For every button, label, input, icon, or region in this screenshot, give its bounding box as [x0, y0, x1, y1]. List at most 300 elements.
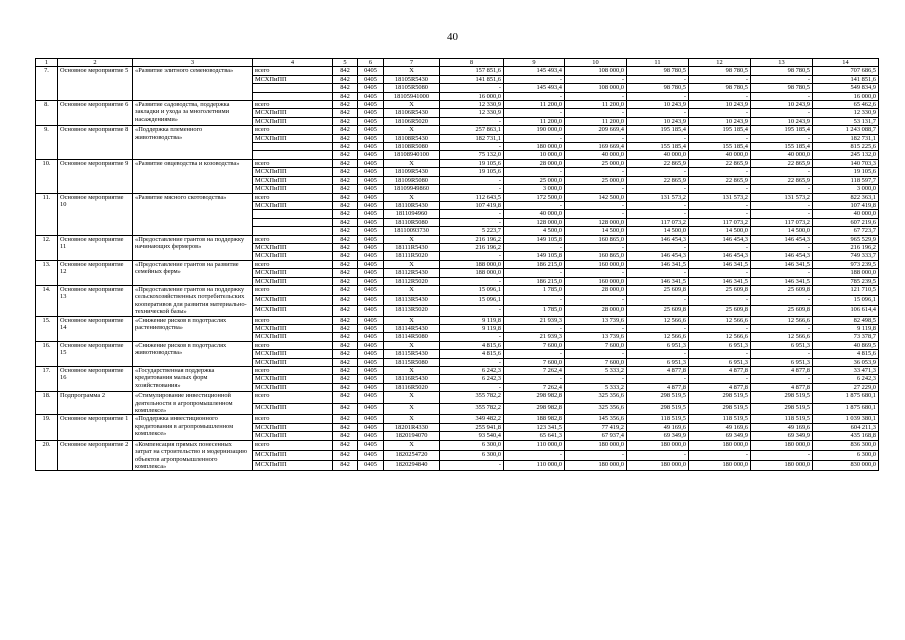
value-cell: 749 333,7 — [813, 252, 879, 260]
value-cell: 40 000,0 — [813, 210, 879, 218]
executor-cell: всего — [253, 260, 333, 268]
value-cell: 19 105,6 — [813, 168, 879, 176]
value-cell: 298 519,5 — [751, 392, 813, 404]
value-cell: - — [440, 218, 504, 226]
value-cell: 18116R5430 — [384, 375, 440, 383]
value-cell: 15 096,1 — [813, 296, 879, 306]
value-cell: 10 243,9 — [627, 117, 689, 125]
executor-cell: МСХПиПП — [253, 325, 333, 333]
value-cell: 842 — [333, 92, 358, 100]
value-cell: 7 600,0 — [504, 341, 565, 349]
value-cell: 842 — [333, 143, 358, 151]
value-cell: 18113R5020 — [384, 306, 440, 316]
executor-cell: МСХПиПП — [253, 450, 333, 460]
value-cell: 18106R5020 — [384, 117, 440, 125]
value-cell: 842 — [333, 296, 358, 306]
value-cell: 110 000,0 — [504, 461, 565, 471]
value-cell: 10 243,9 — [751, 117, 813, 125]
value-cell: 18109949860 — [384, 185, 440, 193]
value-cell: 0405 — [358, 440, 384, 450]
value-cell: - — [689, 109, 751, 117]
value-cell: - — [565, 92, 627, 100]
value-cell: - — [689, 75, 751, 83]
table-row — [36, 392, 879, 404]
row-number: 7. — [36, 67, 58, 101]
value-cell: 65 462,6 — [813, 101, 879, 109]
value-cell: 6 951,3 — [627, 358, 689, 366]
value-cell: - — [504, 75, 565, 83]
executor-cell: всего — [253, 126, 333, 134]
value-cell: - — [627, 92, 689, 100]
value-cell: - — [565, 210, 627, 218]
value-cell: 842 — [333, 126, 358, 134]
value-cell: 14 500,0 — [689, 227, 751, 235]
value-cell: 842 — [333, 440, 358, 450]
value-cell: 0405 — [358, 168, 384, 176]
value-cell: - — [565, 185, 627, 193]
value-cell: 155 185,4 — [751, 143, 813, 151]
value-cell: 146 454,3 — [751, 235, 813, 243]
value-cell: 842 — [333, 358, 358, 366]
value-cell: 7 600,0 — [504, 358, 565, 366]
value-cell: - — [565, 375, 627, 383]
value-cell: 28 000,0 — [565, 285, 627, 295]
value-cell: - — [565, 134, 627, 142]
value-cell: 0405 — [358, 235, 384, 243]
value-cell: 13 739,6 — [565, 333, 627, 341]
value-cell: - — [440, 176, 504, 184]
value-cell: 0405 — [358, 201, 384, 209]
executor-cell — [253, 143, 333, 151]
value-cell: - — [504, 325, 565, 333]
value-cell: - — [440, 358, 504, 366]
value-cell: 1820194070 — [384, 432, 440, 440]
value-cell: 160 865,0 — [565, 252, 627, 260]
value-cell: - — [504, 450, 565, 460]
value-cell: 19 105,6 — [440, 168, 504, 176]
value-cell: 0405 — [358, 403, 384, 415]
value-cell: 22 865,9 — [751, 159, 813, 167]
value-cell: - — [689, 450, 751, 460]
value-cell: 11 200,0 — [504, 101, 565, 109]
value-cell: 73 378,7 — [813, 333, 879, 341]
measure-type: Основное мероприятие 9 — [58, 159, 133, 193]
value-cell: 0405 — [358, 67, 384, 75]
executor-cell: всего — [253, 193, 333, 201]
value-cell: 707 686,5 — [813, 67, 879, 75]
header-row — [36, 59, 879, 67]
value-cell: 1820294840 — [384, 461, 440, 471]
measure-name: «Поддержка инвестиционного кредитования в агропромышленном комплексе» — [133, 415, 253, 440]
value-cell: 7 262,4 — [504, 383, 565, 391]
value-cell: 93 540,4 — [440, 432, 504, 440]
value-cell: 257 863,1 — [440, 126, 504, 134]
value-cell: 128 000,0 — [504, 218, 565, 226]
value-cell: X — [384, 159, 440, 167]
value-cell: - — [504, 168, 565, 176]
value-cell: 10 243,9 — [689, 101, 751, 109]
value-cell: 842 — [333, 176, 358, 184]
value-cell: 98 780,5 — [689, 67, 751, 75]
value-cell: 110 000,0 — [504, 440, 565, 450]
value-cell: 18115R5080 — [384, 358, 440, 366]
value-cell: 18109R5080 — [384, 176, 440, 184]
value-cell: - — [504, 134, 565, 142]
value-cell: 4 877,8 — [627, 383, 689, 391]
value-cell: 842 — [333, 341, 358, 349]
value-cell: 36 053,9 — [813, 358, 879, 366]
value-cell: 182 731,1 — [440, 134, 504, 142]
program-funding-table — [35, 58, 879, 471]
value-cell: 12 330,9 — [440, 101, 504, 109]
value-cell: - — [751, 168, 813, 176]
value-cell: 131 573,2 — [627, 193, 689, 201]
value-cell: 40 000,0 — [504, 210, 565, 218]
value-cell: 842 — [333, 168, 358, 176]
value-cell: X — [384, 285, 440, 295]
value-cell: 0405 — [358, 210, 384, 218]
value-cell: 98 780,5 — [627, 84, 689, 92]
value-cell: 67 937,4 — [565, 432, 627, 440]
value-cell: 108 000,0 — [565, 67, 627, 75]
value-cell: 141 851,6 — [813, 75, 879, 83]
value-cell: 18105R5430 — [384, 75, 440, 83]
executor-cell: МСХПиПП — [253, 201, 333, 209]
value-cell: 4 877,8 — [689, 383, 751, 391]
value-cell: 1 785,0 — [504, 306, 565, 316]
value-cell: - — [751, 296, 813, 306]
measure-name: «Предоставление грантов на поддержку начинающих фермеров» — [133, 235, 253, 260]
value-cell: 0405 — [358, 375, 384, 383]
table-row — [36, 126, 879, 134]
value-cell: 216 196,2 — [813, 243, 879, 251]
value-cell: 6 951,3 — [751, 341, 813, 349]
value-cell: 169 669,4 — [565, 143, 627, 151]
value-cell: X — [384, 415, 440, 423]
measure-name: «Развитие овцеводства и козоводства» — [133, 159, 253, 193]
measure-type: Основное мероприятие 10 — [58, 193, 133, 235]
value-cell: X — [384, 235, 440, 243]
value-cell: - — [751, 210, 813, 218]
value-cell: 118 597,7 — [813, 176, 879, 184]
value-cell: 172 500,0 — [504, 193, 565, 201]
table-row — [36, 341, 879, 349]
column-header: 6 — [358, 59, 384, 67]
column-header: 4 — [253, 59, 333, 67]
value-cell: 18110093730 — [384, 227, 440, 235]
value-cell: 842 — [333, 252, 358, 260]
value-cell: 5 223,7 — [440, 227, 504, 235]
value-cell: 842 — [333, 285, 358, 295]
value-cell: 160 865,0 — [565, 235, 627, 243]
value-cell: - — [440, 461, 504, 471]
executor-cell: МСХПиПП — [253, 306, 333, 316]
executor-cell: МСХПиПП — [253, 277, 333, 285]
value-cell: 12 566,6 — [689, 333, 751, 341]
value-cell: - — [627, 296, 689, 306]
value-cell: 842 — [333, 159, 358, 167]
value-cell: 0405 — [358, 392, 384, 404]
measure-name: «Снижение рисков в подотраслях растениеводства» — [133, 316, 253, 341]
value-cell: - — [751, 350, 813, 358]
executor-cell: всего — [253, 415, 333, 423]
value-cell: 146 454,3 — [689, 235, 751, 243]
value-cell: 155 185,4 — [689, 143, 751, 151]
value-cell: - — [689, 296, 751, 306]
value-cell: 0405 — [358, 243, 384, 251]
value-cell: - — [751, 185, 813, 193]
value-cell: 4 877,8 — [751, 367, 813, 375]
value-cell: - — [627, 450, 689, 460]
value-cell: 28 000,0 — [504, 159, 565, 167]
value-cell: 145 493,4 — [504, 84, 565, 92]
column-header: 13 — [751, 59, 813, 67]
column-header: 9 — [504, 59, 565, 67]
value-cell: 0405 — [358, 325, 384, 333]
value-cell: 6 300,0 — [440, 440, 504, 450]
value-cell: 195 185,4 — [751, 126, 813, 134]
value-cell: 10 243,9 — [627, 101, 689, 109]
value-cell: 12 566,6 — [627, 316, 689, 324]
value-cell: - — [627, 134, 689, 142]
executor-cell: МСХПиПП — [253, 358, 333, 366]
executor-cell: всего — [253, 67, 333, 75]
table-row — [36, 235, 879, 243]
executor-cell: всего — [253, 316, 333, 324]
value-cell: 4 500,0 — [504, 227, 565, 235]
table-row — [36, 101, 879, 109]
value-cell: - — [751, 243, 813, 251]
value-cell: 25 609,8 — [751, 285, 813, 295]
value-cell: 25 609,8 — [627, 285, 689, 295]
value-cell: 0405 — [358, 423, 384, 431]
value-cell: 0405 — [358, 84, 384, 92]
value-cell: 188 000,0 — [813, 269, 879, 277]
value-cell: 0405 — [358, 269, 384, 277]
value-cell: 0405 — [358, 260, 384, 268]
value-cell: 15 096,1 — [440, 296, 504, 306]
value-cell: 11 200,0 — [504, 117, 565, 125]
value-cell: 216 196,2 — [440, 235, 504, 243]
value-cell: 842 — [333, 134, 358, 142]
value-cell: - — [689, 269, 751, 277]
value-cell: 9 119,8 — [440, 325, 504, 333]
value-cell: 180 000,0 — [565, 440, 627, 450]
value-cell: 21 939,3 — [504, 333, 565, 341]
value-cell: 18111R5020 — [384, 252, 440, 260]
value-cell: 13 739,6 — [565, 316, 627, 324]
value-cell: 842 — [333, 450, 358, 460]
value-cell: 18110R5430 — [384, 201, 440, 209]
measure-name: «Предоставление грантов на развитие семейных ферм» — [133, 260, 253, 285]
value-cell: 180 000,0 — [689, 440, 751, 450]
value-cell: 146 341,5 — [751, 260, 813, 268]
value-cell: 298 519,5 — [627, 403, 689, 415]
column-header: 14 — [813, 59, 879, 67]
value-cell: - — [627, 350, 689, 358]
column-header: 3 — [133, 59, 253, 67]
value-cell: - — [627, 269, 689, 277]
value-cell: - — [689, 375, 751, 383]
value-cell: 180 000,0 — [565, 461, 627, 471]
table-body — [36, 67, 879, 471]
value-cell: 188 000,0 — [440, 260, 504, 268]
value-cell: 842 — [333, 109, 358, 117]
value-cell: 22 865,9 — [689, 176, 751, 184]
value-cell: - — [751, 375, 813, 383]
value-cell: 140 703,3 — [813, 159, 879, 167]
value-cell: 10 000,0 — [504, 151, 565, 159]
value-cell: 9 119,8 — [813, 325, 879, 333]
executor-cell: МСХПиПП — [253, 117, 333, 125]
value-cell: - — [565, 296, 627, 306]
value-cell: 349 482,2 — [440, 415, 504, 423]
value-cell: 16 000,0 — [813, 92, 879, 100]
executor-cell: всего — [253, 392, 333, 404]
value-cell: 146 341,5 — [627, 260, 689, 268]
value-cell: 549 834,9 — [813, 84, 879, 92]
value-cell: 188 000,0 — [440, 269, 504, 277]
measure-type: Основное мероприятие 13 — [58, 285, 133, 316]
value-cell: 14 500,0 — [627, 227, 689, 235]
value-cell: 842 — [333, 67, 358, 75]
value-cell: 0405 — [358, 159, 384, 167]
value-cell: 973 239,5 — [813, 260, 879, 268]
value-cell: 22 865,9 — [627, 176, 689, 184]
value-cell: 255 941,8 — [440, 423, 504, 431]
value-cell: - — [504, 201, 565, 209]
measure-name: «Государственная поддержка кредитования малых форм хозяйствования» — [133, 367, 253, 392]
value-cell: 842 — [333, 316, 358, 324]
value-cell: - — [627, 201, 689, 209]
measure-name: «Компенсация прямых понесенных затрат на строительство и модернизацию объектов агропромышленного комплекса» — [133, 440, 253, 471]
value-cell: 836 300,0 — [813, 440, 879, 450]
value-cell: - — [565, 201, 627, 209]
value-cell: X — [384, 403, 440, 415]
value-cell: 40 000,0 — [565, 151, 627, 159]
value-cell: 0405 — [358, 109, 384, 117]
executor-cell: всего — [253, 159, 333, 167]
value-cell: 49 169,6 — [751, 423, 813, 431]
value-cell: - — [440, 277, 504, 285]
value-cell: 842 — [333, 375, 358, 383]
row-number: 13. — [36, 260, 58, 285]
value-cell: 145 356,6 — [565, 415, 627, 423]
value-cell: - — [751, 134, 813, 142]
value-cell: - — [751, 450, 813, 460]
value-cell: - — [689, 350, 751, 358]
value-cell: 27 229,0 — [813, 383, 879, 391]
value-cell: - — [751, 92, 813, 100]
value-cell: - — [440, 84, 504, 92]
value-cell: 0405 — [358, 358, 384, 366]
value-cell: 112 643,5 — [440, 193, 504, 201]
value-cell: 146 454,3 — [627, 235, 689, 243]
value-cell: 604 211,3 — [813, 423, 879, 431]
value-cell: X — [384, 193, 440, 201]
value-cell: 98 780,5 — [627, 67, 689, 75]
value-cell: 6 951,3 — [627, 341, 689, 349]
row-number: 17. — [36, 367, 58, 392]
value-cell: 325 356,6 — [565, 403, 627, 415]
executor-cell: МСХПиПП — [253, 109, 333, 117]
value-cell: 98 780,5 — [751, 84, 813, 92]
row-number: 11. — [36, 193, 58, 235]
value-cell: 18108940100 — [384, 151, 440, 159]
measure-type: Основное мероприятие 6 — [58, 101, 133, 126]
executor-cell — [253, 151, 333, 159]
value-cell: 12 330,9 — [813, 109, 879, 117]
executor-cell: МСХПиПП — [253, 333, 333, 341]
executor-cell: МСХПиПП — [253, 243, 333, 251]
value-cell: 12 566,6 — [627, 333, 689, 341]
executor-cell: МСХПиПП — [253, 168, 333, 176]
value-cell: 146 341,5 — [751, 277, 813, 285]
value-cell: - — [565, 168, 627, 176]
value-cell: - — [627, 185, 689, 193]
value-cell: 190 000,0 — [504, 126, 565, 134]
value-cell: 5 333,2 — [565, 383, 627, 391]
value-cell: 209 669,4 — [565, 126, 627, 134]
value-cell: 435 168,8 — [813, 432, 879, 440]
value-cell: 14 500,0 — [751, 227, 813, 235]
value-cell: 18113R5430 — [384, 296, 440, 306]
value-cell: 298 519,5 — [689, 403, 751, 415]
value-cell: 25 000,0 — [565, 176, 627, 184]
value-cell: 6 951,3 — [689, 358, 751, 366]
value-cell: 180 000,0 — [627, 461, 689, 471]
value-cell: 3 000,0 — [813, 185, 879, 193]
value-cell: 842 — [333, 306, 358, 316]
value-cell: 4 877,8 — [689, 367, 751, 375]
value-cell: 6 242,3 — [813, 375, 879, 383]
value-cell: 842 — [333, 201, 358, 209]
value-cell: - — [689, 201, 751, 209]
executor-cell: всего — [253, 440, 333, 450]
value-cell: 10 243,9 — [689, 117, 751, 125]
table-row — [36, 415, 879, 423]
value-cell: 18112R5020 — [384, 277, 440, 285]
value-cell: 18108R5430 — [384, 134, 440, 142]
value-cell: - — [689, 134, 751, 142]
value-cell: X — [384, 126, 440, 134]
value-cell: 4 815,6 — [813, 350, 879, 358]
value-cell: 0405 — [358, 461, 384, 471]
table-row — [36, 316, 879, 324]
executor-cell — [253, 218, 333, 226]
value-cell: - — [627, 168, 689, 176]
value-cell: 0405 — [358, 296, 384, 306]
value-cell: 0405 — [358, 227, 384, 235]
value-cell: - — [689, 243, 751, 251]
value-cell: 842 — [333, 415, 358, 423]
value-cell: X — [384, 101, 440, 109]
value-cell: 0405 — [358, 92, 384, 100]
value-cell: 842 — [333, 350, 358, 358]
value-cell: 0405 — [358, 252, 384, 260]
value-cell: - — [689, 210, 751, 218]
value-cell: 298 519,5 — [689, 392, 751, 404]
value-cell: 842 — [333, 325, 358, 333]
executor-cell: всего — [253, 285, 333, 295]
value-cell: - — [504, 375, 565, 383]
value-cell: 785 239,5 — [813, 277, 879, 285]
value-cell: 7 600,0 — [565, 341, 627, 349]
value-cell: 186 215,0 — [504, 260, 565, 268]
value-cell: - — [689, 168, 751, 176]
value-cell: 0405 — [358, 415, 384, 423]
measure-type: Основное мероприятие 14 — [58, 316, 133, 341]
